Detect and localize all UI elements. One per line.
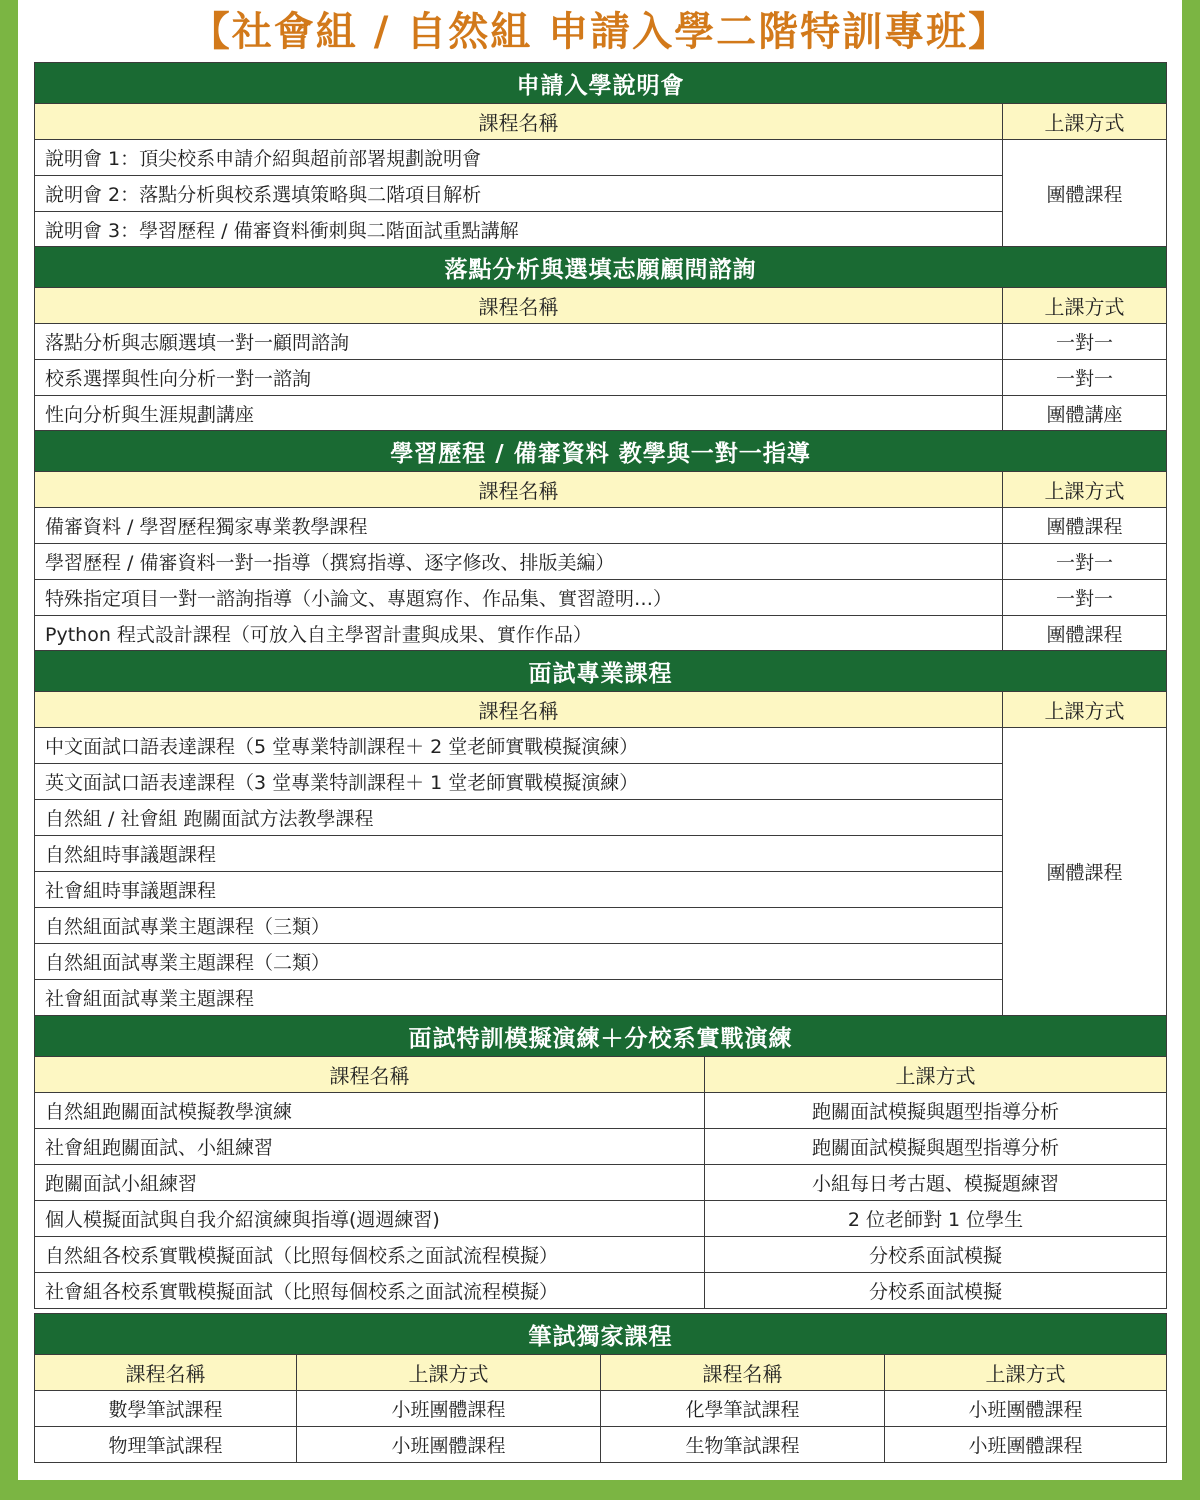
page-title: 【社會組 / 自然組 申請入學二階特訓專班】 (189, 9, 1011, 55)
column-header-method: 上課方式 (885, 1355, 1167, 1391)
course-name-cell: 社會組面試專業主題課程 (35, 980, 1003, 1016)
column-header-method: 上課方式 (1003, 472, 1167, 508)
course-name-cell: 說明會 3：學習歷程 / 備審資料衝刺與二階面試重點講解 (35, 212, 1003, 248)
course-name-cell: 自然組時事議題課程 (35, 836, 1003, 872)
method-cell: 一對一 (1003, 580, 1167, 616)
course-name-cell: 性向分析與生涯規劃講座 (35, 396, 1003, 432)
section-consulting-table (34, 246, 1167, 432)
course-name-cell: 數學筆試課程 (35, 1391, 297, 1427)
course-name-cell: 化學筆試課程 (601, 1391, 885, 1427)
section-briefing-table (34, 62, 1167, 248)
course-name-cell: 物理筆試課程 (35, 1427, 297, 1463)
course-name-cell: 中文面試口語表達課程（5 堂專業特訓課程＋ 2 堂老師實戰模擬演練） (35, 728, 1003, 764)
method-cell: 小班團體課程 (885, 1391, 1167, 1427)
section-heading: 學習歷程 / 備審資料 教學與一對一指導 (35, 431, 1167, 472)
table-row (35, 980, 1167, 1016)
table-row (35, 140, 1167, 176)
method-cell: 分校系面試模擬 (705, 1273, 1167, 1309)
course-name-cell: 社會組跑關面試、小組練習 (35, 1129, 705, 1165)
table-row (35, 1391, 1167, 1427)
course-sheet (18, 0, 1182, 1480)
section-heading: 落點分析與選填志願顧問諮詢 (35, 247, 1167, 288)
method-cell: 小班團體課程 (885, 1427, 1167, 1463)
method-cell: 跑關面試模擬與題型指導分析 (705, 1093, 1167, 1129)
table-row (35, 360, 1167, 396)
table-row (35, 1201, 1167, 1237)
table-row (35, 396, 1167, 432)
table-row (35, 944, 1167, 980)
course-name-cell: 社會組時事議題課程 (35, 872, 1003, 908)
table-row (35, 908, 1167, 944)
column-header-method: 上課方式 (1003, 104, 1167, 140)
column-header-method: 上課方式 (297, 1355, 601, 1391)
course-name-cell: 自然組跑關面試模擬教學演練 (35, 1093, 705, 1129)
column-header-method: 上課方式 (705, 1057, 1167, 1093)
method-cell: 小班團體課程 (297, 1427, 601, 1463)
course-name-cell: 說明會 2：落點分析與校系選填策略與二階項目解析 (35, 176, 1003, 212)
method-cell: 團體課程 (1003, 508, 1167, 544)
table-row (35, 1165, 1167, 1201)
table-row (35, 1129, 1167, 1165)
course-name-cell: 英文面試口語表達課程（3 堂專業特訓課程＋ 1 堂老師實戰模擬演練） (35, 764, 1003, 800)
table-row (35, 764, 1167, 800)
course-name-cell: 校系選擇與性向分析一對一諮詢 (35, 360, 1003, 396)
course-name-cell: Python 程式設計課程（可放入自主學習計畫與成果、實作作品） (35, 616, 1003, 652)
method-cell: 團體講座 (1003, 396, 1167, 432)
section-interview-table (34, 650, 1167, 1016)
method-cell: 團體課程 (1003, 140, 1167, 248)
column-header-method: 上課方式 (1003, 692, 1167, 728)
table-row (35, 872, 1167, 908)
method-cell: 一對一 (1003, 360, 1167, 396)
table-row (35, 836, 1167, 872)
column-header-course-name: 課程名稱 (35, 1355, 297, 1391)
column-header-course-name: 課程名稱 (35, 472, 1003, 508)
section-heading: 申請入學說明會 (35, 63, 1167, 104)
course-name-cell: 備審資料 / 學習歷程獨家專業教學課程 (35, 508, 1003, 544)
table-row (35, 1237, 1167, 1273)
course-name-cell: 生物筆試課程 (601, 1427, 885, 1463)
method-cell: 團體課程 (1003, 728, 1167, 1016)
table-row (35, 212, 1167, 248)
course-name-cell: 自然組各校系實戰模擬面試（比照每個校系之面試流程模擬） (35, 1237, 705, 1273)
column-header-course-name: 課程名稱 (35, 104, 1003, 140)
column-header-course-name: 課程名稱 (35, 1057, 705, 1093)
course-name-cell: 自然組面試專業主題課程（三類） (35, 908, 1003, 944)
method-cell: 2 位老師對 1 位學生 (705, 1201, 1167, 1237)
table-row (35, 1427, 1167, 1463)
method-cell: 團體課程 (1003, 616, 1167, 652)
method-cell: 一對一 (1003, 324, 1167, 360)
section-heading: 面試專業課程 (35, 651, 1167, 692)
course-name-cell: 落點分析與志願選填一對一顧問諮詢 (35, 324, 1003, 360)
table-row (35, 544, 1167, 580)
table-row (35, 1093, 1167, 1129)
course-name-cell: 社會組各校系實戰模擬面試（比照每個校系之面試流程模擬） (35, 1273, 705, 1309)
method-cell: 跑關面試模擬與題型指導分析 (705, 1129, 1167, 1165)
table-row (35, 728, 1167, 764)
table-row (35, 508, 1167, 544)
method-cell: 小組每日考古題、模擬題練習 (705, 1165, 1167, 1201)
course-name-cell: 學習歷程 / 備審資料一對一指導（撰寫指導、逐字修改、排版美編） (35, 544, 1003, 580)
column-header-course-name: 課程名稱 (35, 288, 1003, 324)
column-header-course-name: 課程名稱 (35, 692, 1003, 728)
table-row (35, 580, 1167, 616)
course-name-cell: 自然組面試專業主題課程（二類） (35, 944, 1003, 980)
table-row (35, 324, 1167, 360)
course-name-cell: 跑關面試小組練習 (35, 1165, 705, 1201)
table-row (35, 1273, 1167, 1309)
section-portfolio-table (34, 430, 1167, 652)
method-cell: 小班團體課程 (297, 1391, 601, 1427)
column-header-course-name: 課程名稱 (601, 1355, 885, 1391)
column-header-method: 上課方式 (1003, 288, 1167, 324)
table-row (35, 176, 1167, 212)
section-heading: 面試特訓模擬演練＋分校系實戰演練 (35, 1016, 1167, 1057)
course-name-cell: 自然組 / 社會組 跑關面試方法教學課程 (35, 800, 1003, 836)
course-name-cell: 個人模擬面試與自我介紹演練與指導(週週練習) (35, 1201, 705, 1237)
table-row (35, 800, 1167, 836)
method-cell: 分校系面試模擬 (705, 1237, 1167, 1273)
method-cell: 一對一 (1003, 544, 1167, 580)
section-written-exam-table (34, 1313, 1167, 1463)
table-row (35, 616, 1167, 652)
course-name-cell: 特殊指定項目一對一諮詢指導（小論文、專題寫作、作品集、實習證明…） (35, 580, 1003, 616)
section-heading: 筆試獨家課程 (35, 1314, 1167, 1355)
section-mock-interview-table (34, 1015, 1167, 1309)
course-name-cell: 說明會 1：頂尖校系申請介紹與超前部署規劃說明會 (35, 140, 1003, 176)
